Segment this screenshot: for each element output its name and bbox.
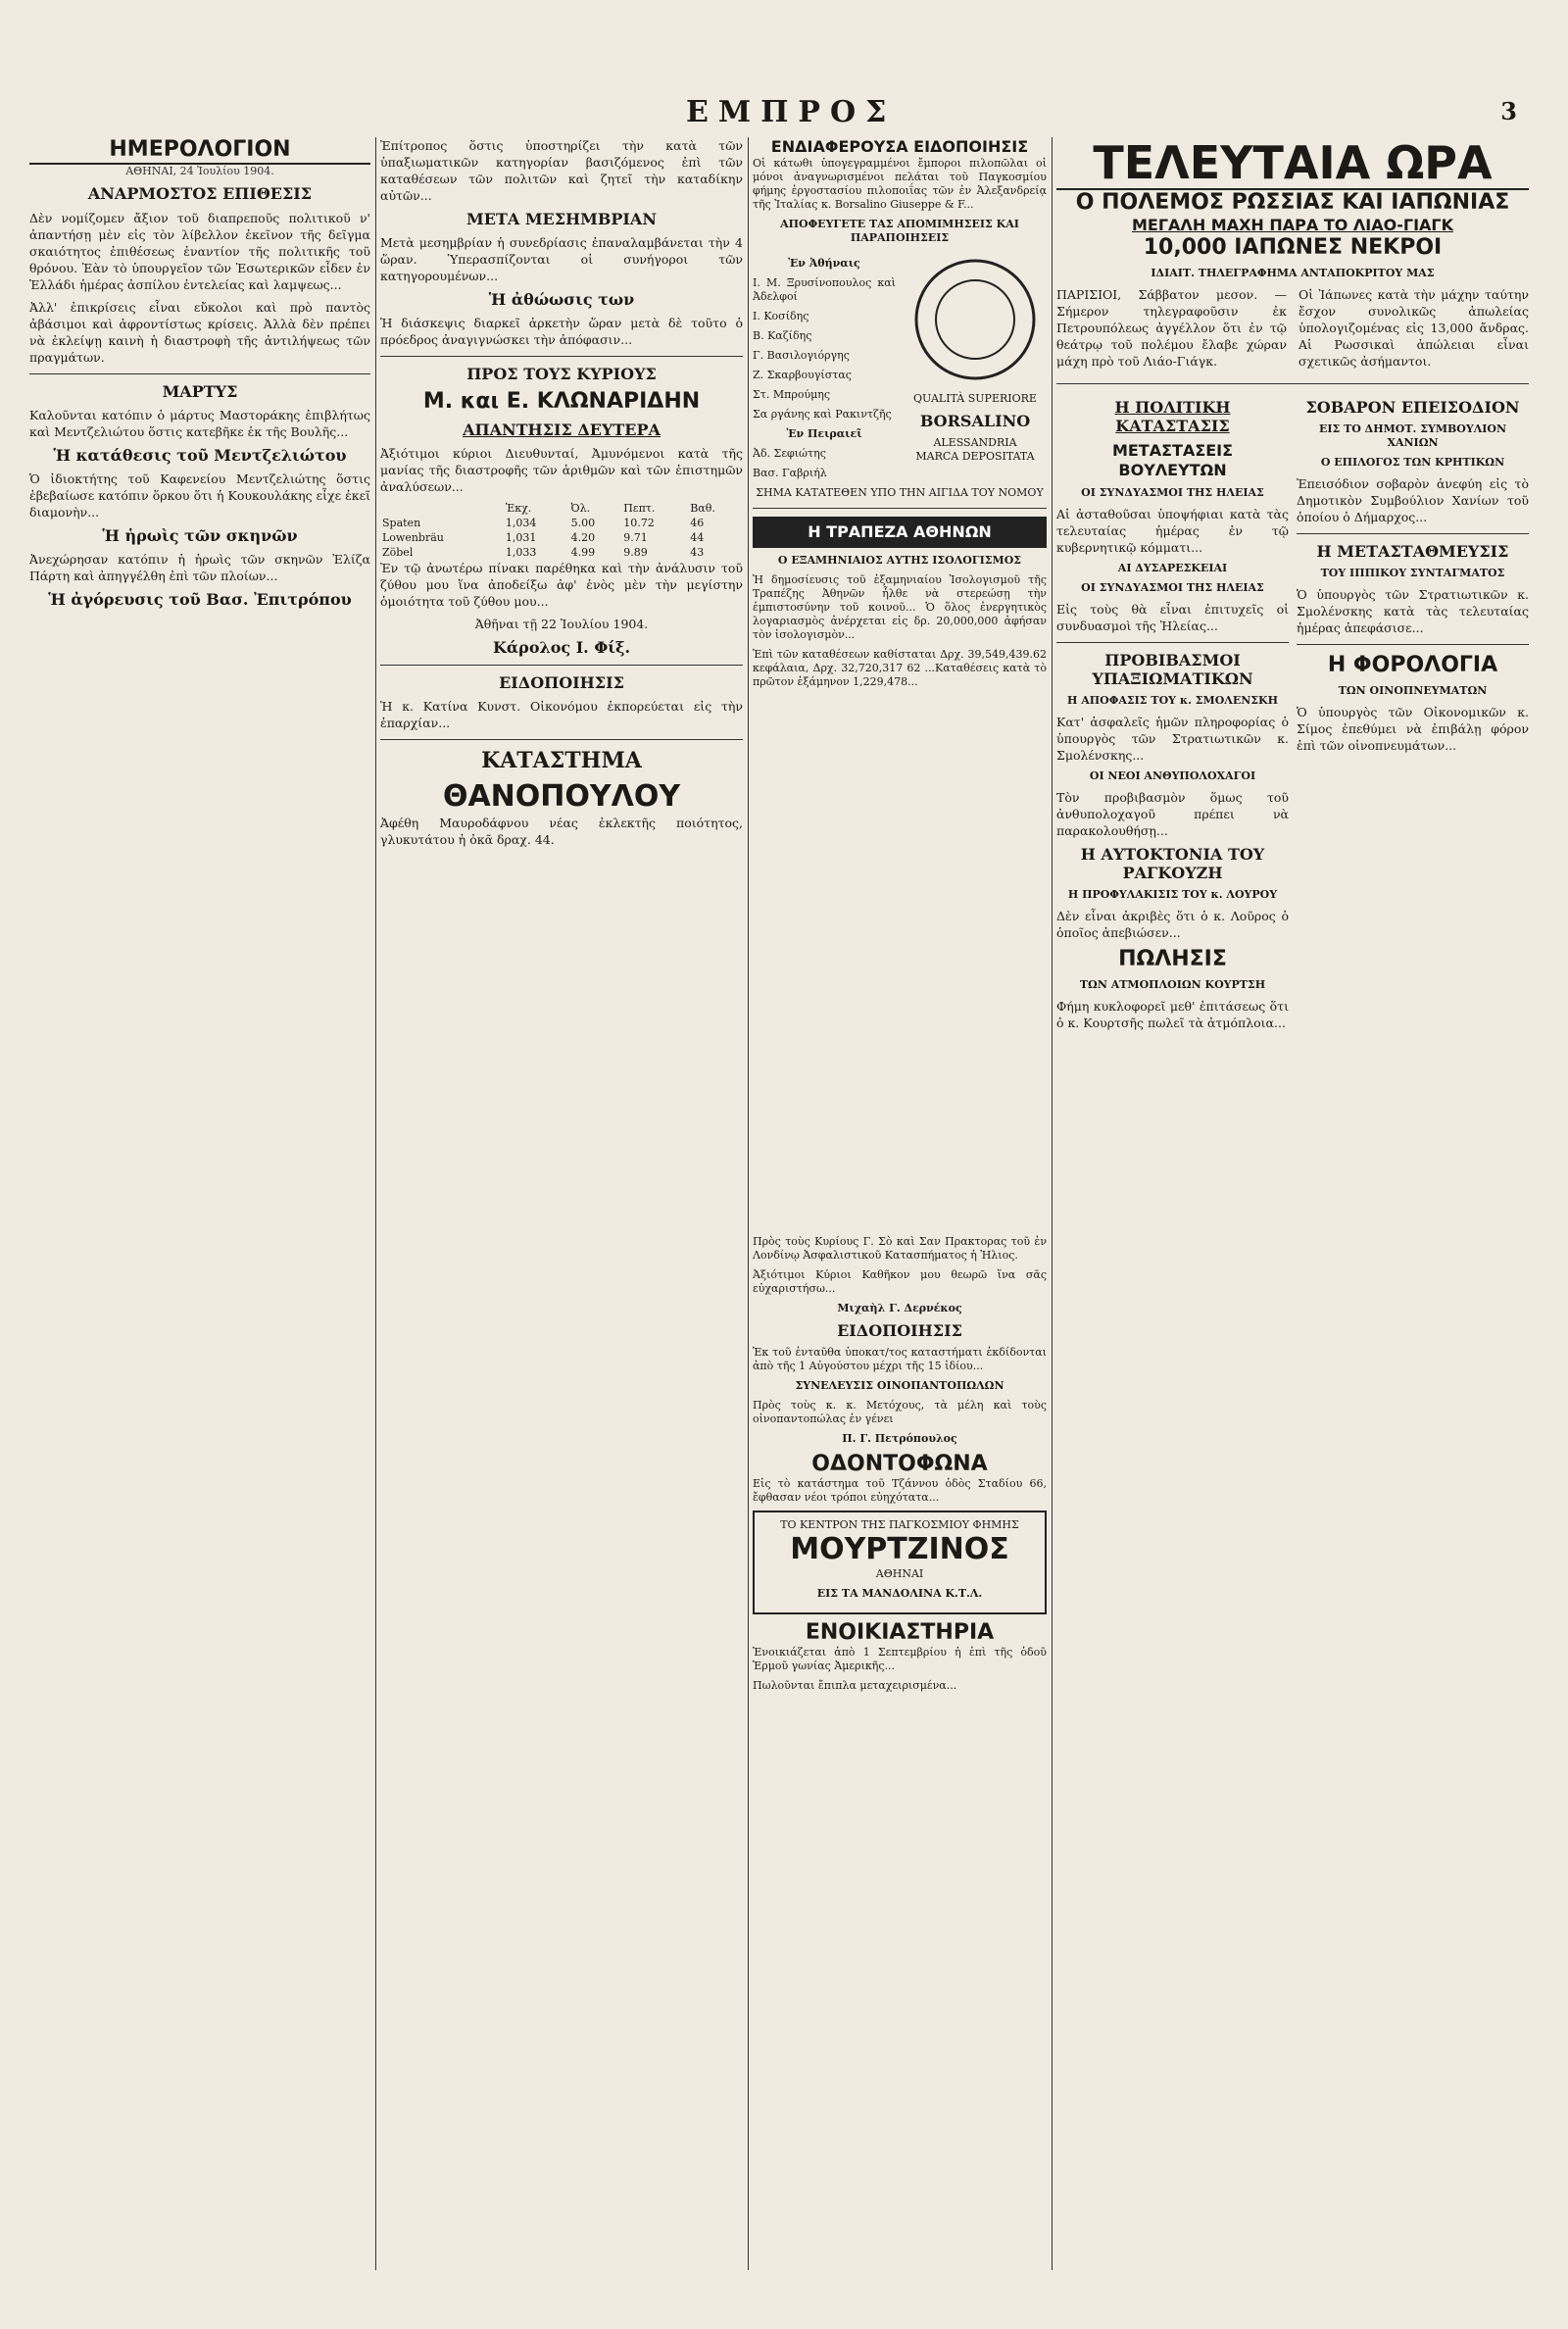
main-title: ΤΕΛΕΥΤΑΙΑ ΩΡΑ xyxy=(1056,137,1529,190)
paragraph: Αἱ ἀσταθοῦσαι ὑποψήφιαι κατὰ τὰς τελευταίας ἡμέρας ἐν τῷ κυβερνητικῷ κόμματι... xyxy=(1056,507,1289,555)
paragraph: Δὲν νομίζομεν ἄξιον τοῦ διαπρεποῦς πολιτικοῦ ν' ἀπαντήσῃ μὲν εἰς τὸν λίβελλον ἐκεῖνον τῆς δεῖγμα σκαιότητος ἐπιθέσεως ἐναντίον τῆς πολιτικῆς τοῦ θρόνου. Ἐὰν τὸ ὑπουργεῖον τῶν Ἐσωτερικῶν εἶδεν ἐν Ἑλλάδι ἡμέρας ἀσπίλου ἐντελείας καὶ λαμψεως... xyxy=(29,211,370,292)
table-cell: 1,034 xyxy=(505,517,537,529)
paragraph: Ἡ κ. Κατίνα Κυνστ. Οἰκονόμου ἐκπορεύεται εἰς τὴν ἐπαρχίαν... xyxy=(380,699,743,730)
young-headline: ΟΙ ΝΕΟΙ ΑΝΘΥΠΟΛΟΧΑΓΟΙ xyxy=(1089,769,1256,782)
war-article xyxy=(1056,286,1529,375)
city-label: Ἐν Ἀθήναις xyxy=(788,257,860,270)
masthead xyxy=(0,93,1568,132)
table-row xyxy=(380,530,743,545)
table-header-cell: Ἐκχ. xyxy=(505,502,532,515)
mourtzinos-name: ΜΟΥΡΤΖΙΝΟΣ xyxy=(790,1532,1009,1566)
seller: Β. Καζίδης xyxy=(753,329,812,342)
cav-headline: Η ΜΕΤΑΣΤΑΘΜΕΥΣΙΣ xyxy=(1316,542,1509,561)
paragraph: Κατ' ἀσφαλεῖς ἡμῶν πληροφορίας ὁ ὑπουργὸς τῶν Στρατιωτικῶν κ. Σμολένσκης... xyxy=(1056,715,1289,763)
notice-headline: ΕΝΔΙΑΦΕΡΟΥΣΑ ΕΙΔΟΠΟΙΗΣΙΣ xyxy=(770,137,1029,156)
seller: Ι. Κοσίδης xyxy=(753,310,809,322)
lower-right xyxy=(1297,392,1529,1037)
paragraph: Μετὰ μεσημβρίαν ἡ συνεδρίασις ἐπαναλαμβάνεται τὴν 4 ὥραν. Ὑπερασπίζονται οἱ συνήγοροι τῶν κατηγορουμένων... xyxy=(380,235,743,283)
seller: Ζ. Σκαρβουγίστας xyxy=(753,369,852,381)
lower-left xyxy=(1056,392,1289,1037)
paragraph: ΠΑΡΙΣΙΟΙ, Σάββατον μεσον. — Σήμερον τηλεγραφοῦσιν ἐκ Πετρουπόλεως ἀγγέλλον ὅτι ἐν τῷ θεάτρῳ τοῦ πολέμου ἔλαβε χώραν μάχη πρὸ τοῦ Λιάο-Γιάγκ. xyxy=(1056,287,1287,369)
logo-city: ALESSANDRIA xyxy=(933,436,1017,449)
tax-sub: ΤΩΝ ΟΙΝΟΠΝΕΥΜΑΤΩΝ xyxy=(1338,684,1488,697)
suicide-headline: Η ΑΥΤΟΚΤΟΝΙΑ ΤΟΥ ΡΑΓΚΟΥΖΗ xyxy=(1080,845,1265,882)
suicide-sub: Η ΠΡΟΦΥΛΑΚΙΣΙΣ ΤΟΥ κ. ΛΟΥΡΟΥ xyxy=(1067,888,1278,901)
sales-sub: ΤΩΝ ΑΤΜΟΠΛΟΙΩΝ ΚΟΥΡΤΣΗ xyxy=(1079,978,1266,991)
table-header-cell: Ὀλ. xyxy=(570,502,591,515)
paragraph: Ἀξιότιμοι Κύριοι Καθῆκον μου θεωρῶ ἵνα σᾶς εὐχαριστήσω... xyxy=(753,1268,1047,1295)
ad-to: ΠΡΟΣ ΤΟΥΣ ΚΥΡΙΟΥΣ xyxy=(466,365,657,383)
column-1 xyxy=(29,137,370,2270)
table-header-cell: Πεπτ. xyxy=(623,502,656,515)
paragraph: Πρὸς τοὺς Κυρίους Γ. Σὸ καὶ Σαν Πρακτορας τοῦ ἐν Λονδίνῳ Ἀσφαλιστικοῦ Κατασπήματος ἡ Ἠλιος. xyxy=(753,1235,1047,1262)
calendar-header: ΗΜΕΡΟΛΟΓΙΟΝ xyxy=(29,137,370,165)
divider xyxy=(1297,644,1529,645)
table-cell: 10.72 xyxy=(623,517,655,529)
bank-headline: Η ΤΡΑΠΕΖΑ ΑΘΗΝΩΝ xyxy=(753,517,1047,548)
telegram-label: ΙΔΙΑΙΤ. ΤΗΛΕΓΡΑΦΗΜΑ ΑΝΤΑΠΟΚΡΙΤΟΥ ΜΑΣ xyxy=(1151,267,1435,279)
seller: Ἀδ. Σεφιώτης xyxy=(753,447,826,460)
divider xyxy=(29,373,370,374)
battle-headline: ΜΕΓΑΛΗ ΜΑΧΗ ΠΑΡΑ ΤΟ ΛΙΑΟ-ΓΙΑΓΚ xyxy=(1132,216,1453,234)
pol-sub2: ΟΙ ΣΥΝΔΥΑΣΜΟΙ ΤΗΣ ΗΛΕΙΑΣ xyxy=(1081,486,1264,499)
column-rule xyxy=(748,137,749,2270)
divider xyxy=(1056,383,1529,384)
table-cell: 43 xyxy=(690,546,705,559)
table-row xyxy=(380,516,743,530)
mourtzinos-sub: ΑΘΗΝΑΙ xyxy=(875,1567,924,1580)
dead-headline: 10,000 ΙΑΠΩΝΕΣ ΝΕΚΡΟΙ xyxy=(1143,235,1443,260)
cav-sub: ΤΟΥ ΙΠΠΙΚΟΥ ΣΥΝΤΑΓΜΑΤΟΣ xyxy=(1320,567,1505,579)
meeting-title: ΣΥΝΕΛΕΥΣΙΣ ΟΙΝΟΠΑΝΤΟΠΩΛΩΝ xyxy=(795,1379,1004,1392)
signature: Μιχαὴλ Γ. Δερνέκος xyxy=(837,1302,962,1314)
paragraph: Ἐπεισόδιον σοβαρὸν ἀνεφύη εἰς τὸ Δημοτικὸν Συμβούλιον Χανίων τοῦ ὁποίου ὁ Δήμαρχος... xyxy=(1297,476,1529,524)
borsalino-emblem-icon xyxy=(906,251,1044,388)
table-cell: 1,033 xyxy=(505,546,537,559)
column-rule xyxy=(375,137,376,2270)
table-cell: 4.20 xyxy=(570,531,596,544)
paragraph: Ἐκ τοῦ ἐνταῦθα ὑποκατ/τος καταστήματι ἐκδίδονται ἀπὸ τῆς 1 Αὐγούστου μέχρι τῆς 15 ἰδίου... xyxy=(753,1346,1047,1372)
table-header-cell: Βαθ. xyxy=(690,502,715,515)
column-2 xyxy=(380,137,743,2270)
column-4 xyxy=(1056,137,1529,2270)
paragraph: Ἐπὶ τῶν καταθέσεων καθίσταται Δρχ. 39,549,439.62 κεφάλαια, Δρχ. 32,720,317 62 ...Καταθέσεις κατὰ τὸ πρῶτον ἑξάμηνον 1,229,478... xyxy=(753,648,1047,688)
gramophone-title: ΟΔΟΝΤΟΦΩΝΑ xyxy=(811,1452,988,1476)
table-cell: 5.00 xyxy=(570,517,596,529)
divider xyxy=(1297,533,1529,534)
warning: ΑΠΟΦΕΥΓΕΤΕ ΤΑΣ ΑΠΟΜΙΜΗΣΕΙΣ ΚΑΙ ΠΑΡΑΠΟΙΗΣΕΙΣ xyxy=(780,218,1019,244)
prov-sub: Η ΑΠΟΦΑΣΙΣ ΤΟΥ κ. ΣΜΟΛΕΝΣΚΗ xyxy=(1067,694,1278,707)
divider xyxy=(1056,642,1289,643)
shop-name: ΘΑΝΟΠΟΥΛΟΥ xyxy=(442,779,681,814)
table-header-cell xyxy=(380,501,504,516)
ad-sub: ΑΠΑΝΤΗΣΙΣ ΔΕΥΤΕΡΑ xyxy=(463,421,661,439)
seller: Στ. Μπρούμης xyxy=(753,388,831,401)
paragraph: Ἀφέθη Μαυροδάφνου νέας ἐκλεκτῆς ποιότητος, γλυκυτάτου ἡ ὀκᾶ δραχ. 44. xyxy=(380,816,743,847)
masthead-title: ΕΜΠΡΟΣ xyxy=(686,95,897,129)
paragraph: Ἀλλ' ἐπικρίσεις εἶναι εὔκολοι καὶ πρὸ παντὸς ἀβάσιμοι καὶ ἀφροντίστως κρίσεις. Ἀλλὰ δὲν πρέπει νὰ ἐκλείψῃ καινὴ ἡ διαστροφὴ τῆς ἀντιλήψεως τῶν πραγμάτων. xyxy=(29,300,370,365)
paragraph: Ἡ δημοσίευσις τοῦ ἑξαμηνιαίου Ἰσολογισμοῦ τῆς Τραπέζης Ἀθηνῶν ἦλθε νὰ στερεώσῃ τὴν ἐμπιστοσύνην τοῦ κοινοῦ... Ὁ ὅλος ἐνεργητικὸς λογαριασμὸς ἀνέρχεται εἰς δρ. 20,000,000 ἀφήσαν τὸν ἰσολογισμὸν... xyxy=(753,573,1047,641)
mun-headline: ΣΟΒΑΡΟΝ ΕΠΕΙΣΟΔΙΟΝ xyxy=(1305,398,1520,417)
mourtzinos-footer: ΕΙΣ ΤΑ ΜΑΝΔΟΛΙΝΑ Κ.Τ.Λ. xyxy=(816,1587,983,1600)
paragraph: Ἐπίτροπος ὅστις ὑποστηρίζει τὴν κατὰ τῶν ὑπαξιωματικῶν κατηγορίαν βασιζόμενος ἐπὶ τῶν καταθέσεων τῶν πολιτῶν καὶ ζητεῖ τὴν καταδίκην αὐτῶν... xyxy=(380,138,743,203)
mun-sub2: Ο ΕΠΙΛΟΓΟΣ ΤΩΝ ΚΡΗΤΙΚΩΝ xyxy=(1320,456,1505,469)
war-headline: Ο ΠΟΛΕΜΟΣ ΡΩΣΣΙΑΣ ΚΑΙ ΙΑΠΩΝΙΑΣ xyxy=(1075,190,1510,215)
divider xyxy=(380,665,743,666)
divider xyxy=(380,356,743,357)
sellers-list xyxy=(753,251,896,486)
lower-columns xyxy=(1056,392,1529,1037)
prov-headline: ΠΡΟΒΙΒΑΣΜΟΙ ΥΠΑΞΙΩΜΑΤΙΚΩΝ xyxy=(1092,651,1253,688)
paragraph: Εἰς τοὺς θὰ εἶναι ἐπιτυχεῖς οἱ συνδυασμοὶ τῆς Ἠλείας... xyxy=(1056,602,1289,633)
table-cell: Lowenbräu xyxy=(382,531,444,544)
shop-title: ΚΑΤΑΣΤΗΜΑ xyxy=(481,748,642,773)
paragraph: Δὲν εἶναι ἀκριβὲς ὅτι ὁ κ. Λοῦρος ὁ ὁποῖος ἀπεβιώσεν... xyxy=(1056,909,1289,940)
table-cell: 44 xyxy=(690,531,705,544)
pol-headline: Η ΠΟΛΙΤΙΚΗ ΚΑΤΑΣΤΑΣΙΣ xyxy=(1114,398,1231,435)
mun-sub: ΕΙΣ ΤΟ ΔΗΜΟΤ. ΣΥΜΒΟΥΛΙΟΝ ΧΑΝΙΩΝ xyxy=(1318,422,1507,449)
paragraph: Ὁ ὑπουργὸς τῶν Στρατιωτικῶν κ. Σμολένσκης κατὰ τὰς τελευταίας ἡμέρας ἀπεφάσισε... xyxy=(1297,587,1529,635)
paragraph: Ἡ διάσκεψις διαρκεῖ ἀρκετὴν ὥραν μετὰ δὲ τοῦτο ὁ πρόεδρος ἀναγιγνώσκει τὴν ἀπόφασιν... xyxy=(380,316,743,347)
meeting-signature: Π. Γ. Πετρόπουλος xyxy=(842,1432,957,1445)
paragraph: Πωλοῦνται ἔπιπλα μεταχειρισμένα... xyxy=(753,1679,957,1692)
discontent: ΑΙ ΔΥΣΑΡΕΣΚΕΙΑΙ xyxy=(1117,562,1228,574)
table-cell: Spaten xyxy=(382,517,421,529)
paragraph: Ἐν τῷ ἀνωτέρω πίνακι παρέθηκα καὶ τὴν ἀνάλυσιν τοῦ ζύθου μου ἵνα ἀποδείξω ἀφ' ἑνὸς μὲν τὴν μεγίστην ὁμοιότητα τοῦ ζύθου μου... xyxy=(380,561,743,609)
divider xyxy=(380,739,743,740)
subheading: Ἡ ἡρωὶς τῶν σκηνῶν xyxy=(102,526,298,545)
borsalino-logo xyxy=(904,251,1047,486)
city-label: Ἐν Πειραιεῖ xyxy=(786,427,862,440)
paragraph: Οἱ Ἰάπωνες κατὰ τὴν μάχην ταύτην ἔσχον συνολικῶς ἀπωλείας ὑπολογιζομένας εἰς 13,000 ἄνδρας. Αἱ Ρωσσικαὶ ἀπώλειαι εἶναι σχετικῶς ἀσήμαντοι. xyxy=(1298,287,1529,369)
paragraph: Οἱ κάτωθι ὑπογεγραμμένοι ἔμποροι πιλοπῶλαι οἱ μόνοι ἀναγνωρισμένοι πελάται τοῦ Παγκοσμίου φήμης ἐργοστασίου πιλοποιΐας τῶν ἐν Ἀλεξανδρείᾳ τῆς Ἰταλίας κ. Borsalino Giuseppe & F... xyxy=(753,157,1047,211)
notice-title: ΕΙΔΟΠΟΙΗΣΙΣ xyxy=(837,1321,962,1340)
sales-headline: ΠΩΛΗΣΙΣ xyxy=(1118,947,1227,971)
divider xyxy=(753,508,1047,509)
tax-headline: Η ΦΟΡΟΛΟΓΙΑ xyxy=(1327,653,1498,677)
table-cell: 9.89 xyxy=(623,546,648,559)
bank-subheadline: Ο ΕΞΑΜΗΝΙΑΙΟΣ ΑΥΤΗΣ ΙΣΟΛΟΓΙΣΜΟΣ xyxy=(777,554,1022,567)
paragraph: Πρὸς τοὺς κ. κ. Μετόχους, τὰ μέλη καὶ τοὺς οἰνοπαντοπώλας ἐν γένει xyxy=(753,1399,1047,1425)
rental-title: ΕΝΟΙΚΙΑΣΤΗΡΙΑ xyxy=(805,1620,995,1645)
paragraph: Ὁ ἰδιοκτήτης τοῦ Καφενείου Μεντζελιώτης ὅστις ἐβεβαίωσε κατόπιν ὅρκου ὅτι ἡ Κουκουλάκης εἶχε ἐκεῖ διαμονὴν... xyxy=(29,471,370,520)
mourtzinos-top: ΤΟ ΚΕΝΤΡΟΝ ΤΗΣ ΠΑΓΚΟΣΜΙΟΥ ΦΗΜΗΣ xyxy=(780,1518,1019,1531)
seller: Σα ργάνης καὶ Ρακιντζῆς xyxy=(753,408,892,421)
mourtzinos-ad xyxy=(753,1511,1047,1614)
table-cell: 4.99 xyxy=(570,546,596,559)
seller: Ι. Μ. Ξρυσίνοπουλος καὶ Ἀδελφοί xyxy=(753,276,896,303)
combos: ΟΙ ΣΥΝΔΥΑΣΜΟΙ ΤΗΣ ΗΛΕΙΑΣ xyxy=(1081,581,1264,594)
table-row xyxy=(380,545,743,560)
paragraph: Εἰς τὸ κατάστημα τοῦ Τζάννου ὁδὸς Σταδίου 66, ἔφθασαν νέοι τρόποι εὐηχότατα... xyxy=(753,1477,1047,1504)
subheading: Ἡ ἀθώωσις των xyxy=(488,290,635,309)
seller: Γ. Βασιλογιόργης xyxy=(753,349,850,362)
table-cell: 9.71 xyxy=(623,531,648,544)
column-3b xyxy=(753,1235,1047,2270)
notice-title: ΕΙΔΟΠΟΙΗΣΙΣ xyxy=(499,673,624,692)
subheading: Ἡ ἀγόρευσις τοῦ Βασ. Ἐπιτρόπου xyxy=(48,590,352,609)
paragraph: Καλοῦνται κατόπιν ὁ μάρτυς Μαστοράκης ἐπιβλήτως καὶ Μεντζελιώτου ὅστις κατεβῆκε ἐκ τῆς Βουλῆς... xyxy=(29,408,370,439)
paragraph: Ὁ ὑπουργὸς τῶν Οἰκονομικῶν κ. Σίμος ἐπεθύμει νὰ ἐπιβάλῃ φόρον ἐπὶ τῶν οἰνοπνευμάτων... xyxy=(1297,705,1529,753)
seller: Βασ. Γαβριήλ xyxy=(753,467,827,479)
trademark-note: ΣΗΜΑ ΚΑΤΑΤΕΘΕΝ ΥΠΟ ΤΗΝ ΑΙΓΙΔΑ ΤΟΥ ΝΟΜΟΥ xyxy=(756,486,1044,499)
article-heading: ΑΝΑΡΜΟΣΤΟΣ ΕΠΙΘΕΣΙΣ xyxy=(87,184,313,203)
subheading: ΜΕΤΑ ΜΕΣΗΜΒΡΙΑΝ xyxy=(466,210,657,228)
column-rule xyxy=(1052,137,1053,2270)
table-cell: 46 xyxy=(690,517,705,529)
logo-bottom: MARCA DEPOSITATA xyxy=(915,450,1035,463)
paragraph: Τὸν προβιβασμὸν ὅμως τοῦ ἀνθυπολοχαγοῦ πρέπει νὰ παρακολουθήσῃ... xyxy=(1056,790,1289,838)
subheading: ΜΑΡΤΥΣ xyxy=(162,382,238,401)
paragraph: Ἀνεχώρησαν κατόπιν ἡ ἡρωὶς τῶν σκηνῶν Ἐλίζα Πάρτη καὶ ἀπηγγέλθη ἐπὶ τῶν πλοίων... xyxy=(29,552,370,583)
paragraph: Ἐνοικιάζεται ἀπὸ 1 Σεπτεμβρίου ἡ ἐπὶ τῆς ὁδοῦ Ἑρμοῦ γωνίας Ἀμερικῆς... xyxy=(753,1646,1047,1672)
table-header-row xyxy=(380,501,743,516)
paragraph: Φήμη κυκλοφορεῖ μεθ' ἐπιτάσεως ὅτι ὁ κ. Κουρτσῆς πωλεῖ τὰ ἀτμόπλοια... xyxy=(1056,999,1289,1030)
logo-name: BORSALINO xyxy=(919,412,1031,430)
ad-signature: Κάρολος Ι. Φίξ. xyxy=(492,638,631,657)
logo-top: QUALITÀ SUPERIORE xyxy=(913,392,1037,405)
subheading: Ἡ κατάθεσις τοῦ Μεντζελιώτου xyxy=(53,446,347,465)
ad-date: Ἀθῆναι τῇ 22 Ἰουλίου 1904. xyxy=(474,617,649,631)
paragraph: Ἀξιότιμοι κύριοι Διευθυνταί, Ἀμυνόμενοι κατὰ τῆς μανίας τῆς διαστροφῆς τῶν ἀριθμῶν καὶ τῶν ἐπιστημῶν ἀναλύσεων... xyxy=(380,446,743,494)
table-cell: 1,031 xyxy=(505,531,537,544)
ad-names: Μ. και Ε. ΚΛΩΝΑΡΙΔΗΝ xyxy=(422,389,701,414)
beer-analysis-table xyxy=(380,501,743,560)
table-cell: Zöbel xyxy=(382,546,414,559)
page-number: 3 xyxy=(1500,97,1517,125)
pol-sub: ΜΕΤΑΣΤΑΣΕΙΣ ΒΟΥΛΕΥΤΩΝ xyxy=(1111,441,1234,479)
borsalino-ad xyxy=(753,251,1047,486)
date-line: ΑΘΗΝΑΙ, 24 Ἰουλίου 1904. xyxy=(125,165,274,177)
